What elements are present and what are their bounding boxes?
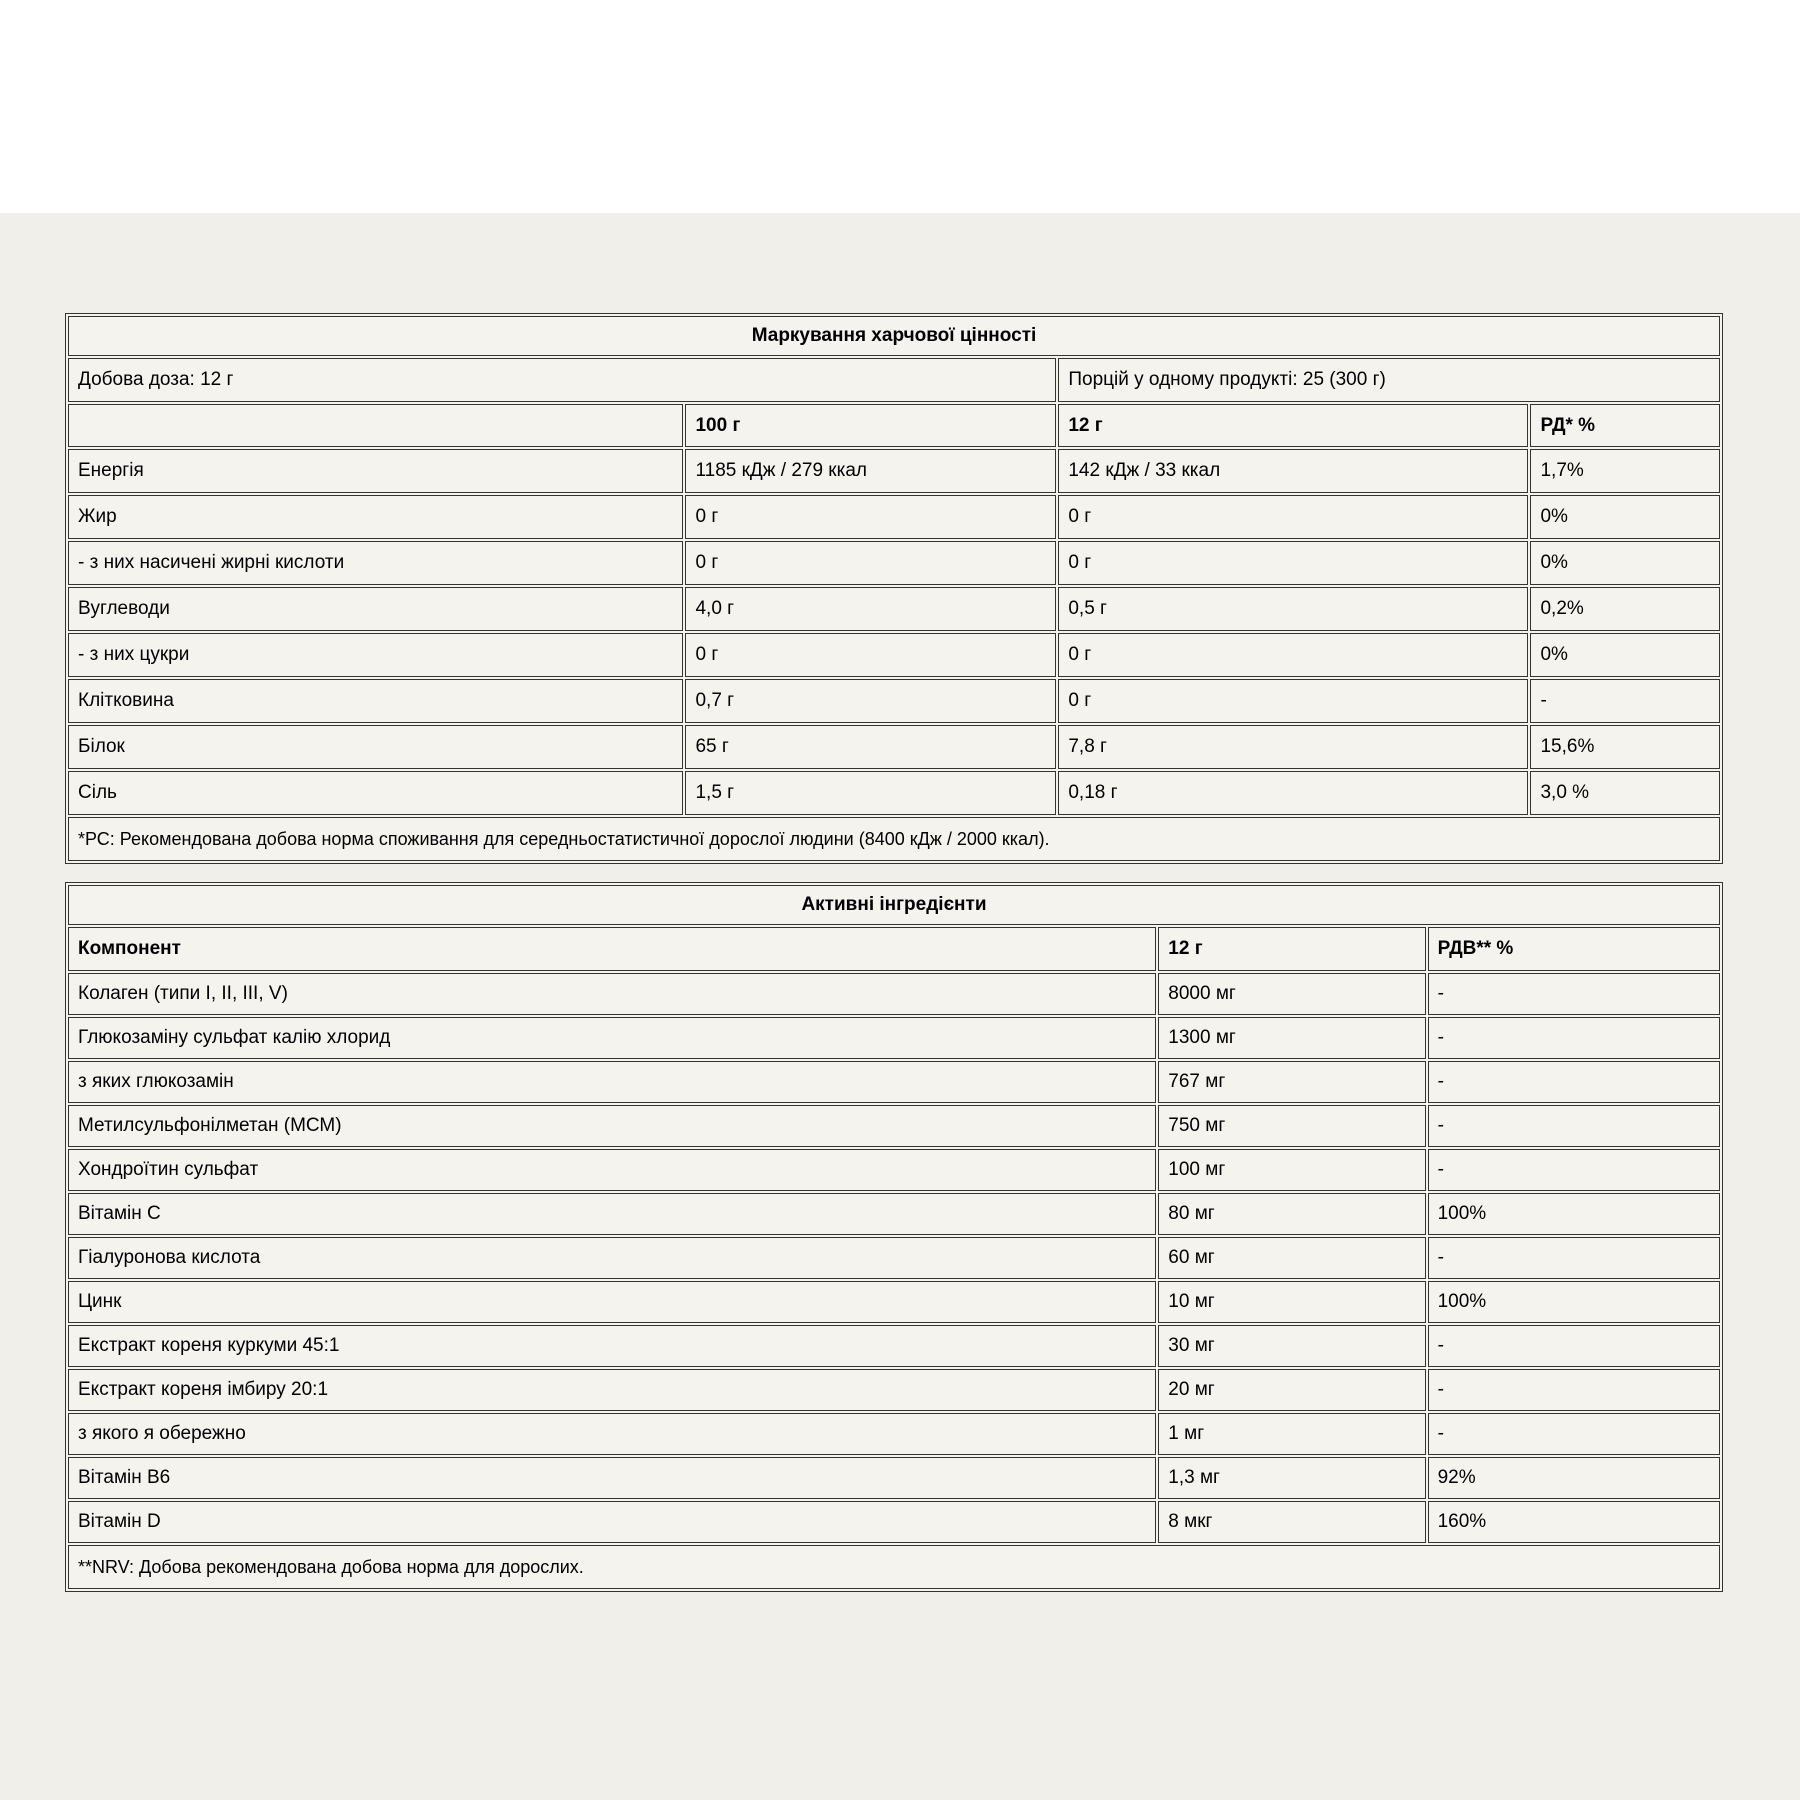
nutrition-header-row: [68, 404, 1720, 447]
col-header-per12: 12 г: [1058, 404, 1528, 447]
row-label: Колаген (типи I, II, III, V): [68, 973, 1156, 1015]
value-rdv: -: [1428, 1237, 1720, 1279]
table-row: [68, 1061, 1720, 1103]
ingredients-table-title: Активні інгредієнти: [68, 885, 1720, 925]
table-row: [68, 1017, 1720, 1059]
value-rd: -: [1530, 679, 1720, 723]
row-label: Жир: [68, 495, 683, 539]
table-row: [68, 1369, 1720, 1411]
table-row: [68, 1193, 1720, 1235]
value-per12: 8 мкг: [1158, 1501, 1425, 1543]
table-row: [68, 679, 1720, 723]
ingredients-header-row: [68, 927, 1720, 971]
empty-header-cell: [68, 404, 683, 447]
value-per12: 1,3 мг: [1158, 1457, 1425, 1499]
table-row: [68, 1281, 1720, 1323]
row-label: Вітамін D: [68, 1501, 1156, 1543]
dose-row: [68, 358, 1720, 402]
value-rd: 0%: [1530, 495, 1720, 539]
table-row: [68, 725, 1720, 769]
value-per12: 1300 мг: [1158, 1017, 1425, 1059]
row-label: Глюкозаміну сульфат калію хлорид: [68, 1017, 1156, 1059]
value-rd: 15,6%: [1530, 725, 1720, 769]
value-rd: 0%: [1530, 541, 1720, 585]
table-row: [68, 1325, 1720, 1367]
value-per12: 767 мг: [1158, 1061, 1425, 1103]
row-label: Гіалуронова кислота: [68, 1237, 1156, 1279]
value-rdv: -: [1428, 973, 1720, 1015]
value-per12: 1 мг: [1158, 1413, 1425, 1455]
value-per12: 0 г: [1058, 679, 1528, 723]
ingredients-table-title-row: [68, 885, 1720, 925]
table-row: [68, 449, 1720, 493]
table-row: [68, 587, 1720, 631]
value-per12: 8000 мг: [1158, 973, 1425, 1015]
nutrition-footnote: *РС: Рекомендована добова норма споживання для середньостатистичної дорослої людини (8400 кДж / 2000 ккал).: [68, 817, 1720, 861]
value-rdv: 100%: [1428, 1193, 1720, 1235]
table-row: [68, 1237, 1720, 1279]
value-per12: 0 г: [1058, 633, 1528, 677]
row-label: Метилсульфонілметан (МСМ): [68, 1105, 1156, 1147]
value-per100: 1,5 г: [685, 771, 1056, 815]
value-per12: 7,8 г: [1058, 725, 1528, 769]
table-row: [68, 1457, 1720, 1499]
nutrition-footnote-row: [68, 817, 1720, 861]
value-rd: 0,2%: [1530, 587, 1720, 631]
value-per100: 1185 кДж / 279 ккал: [685, 449, 1056, 493]
row-label: - з них насичені жирні кислоти: [68, 541, 683, 585]
col-header-component: Компонент: [68, 927, 1156, 971]
table-row: [68, 633, 1720, 677]
value-rdv: 100%: [1428, 1281, 1720, 1323]
value-rdv: 160%: [1428, 1501, 1720, 1543]
value-per12: 0,18 г: [1058, 771, 1528, 815]
row-label: Хондроїтин сульфат: [68, 1149, 1156, 1191]
value-per12: 10 мг: [1158, 1281, 1425, 1323]
nutrition-table: [65, 313, 1723, 864]
col-header-per100: 100 г: [685, 404, 1056, 447]
daily-dose-label: Добова доза: 12 г: [68, 358, 1056, 402]
table-row: [68, 541, 1720, 585]
value-rdv: -: [1428, 1325, 1720, 1367]
value-rd: 0%: [1530, 633, 1720, 677]
value-per100: 65 г: [685, 725, 1056, 769]
value-rdv: -: [1428, 1369, 1720, 1411]
value-per12: 80 мг: [1158, 1193, 1425, 1235]
value-per12: 100 мг: [1158, 1149, 1425, 1191]
row-label: Енергія: [68, 449, 683, 493]
value-rdv: -: [1428, 1105, 1720, 1147]
row-label: Вітамін B6: [68, 1457, 1156, 1499]
servings-label: Порцій у одному продукті: 25 (300 г): [1058, 358, 1720, 402]
table-row: [68, 1149, 1720, 1191]
row-label: Цинк: [68, 1281, 1156, 1323]
top-margin: [0, 0, 1800, 213]
nutrition-table-title: Маркування харчової цінності: [68, 316, 1720, 356]
value-rd: 1,7%: [1530, 449, 1720, 493]
value-per100: 0 г: [685, 633, 1056, 677]
value-per12: 0 г: [1058, 495, 1528, 539]
content-panel: [0, 213, 1800, 1800]
value-rdv: 92%: [1428, 1457, 1720, 1499]
value-rdv: -: [1428, 1061, 1720, 1103]
value-per12: 60 мг: [1158, 1237, 1425, 1279]
table-row: [68, 1413, 1720, 1455]
row-label: Екстракт кореня імбиру 20:1: [68, 1369, 1156, 1411]
col-header-per12: 12 г: [1158, 927, 1425, 971]
table-row: [68, 973, 1720, 1015]
value-per12: 20 мг: [1158, 1369, 1425, 1411]
value-rdv: -: [1428, 1017, 1720, 1059]
value-per100: 0,7 г: [685, 679, 1056, 723]
row-label: Вітамін C: [68, 1193, 1156, 1235]
row-label: з якого я обережно: [68, 1413, 1156, 1455]
row-label: Сіль: [68, 771, 683, 815]
value-rd: 3,0 %: [1530, 771, 1720, 815]
value-rdv: -: [1428, 1413, 1720, 1455]
value-per12: 30 мг: [1158, 1325, 1425, 1367]
row-label: Екстракт кореня куркуми 45:1: [68, 1325, 1156, 1367]
row-label: з яких глюкозамін: [68, 1061, 1156, 1103]
value-rdv: -: [1428, 1149, 1720, 1191]
value-per100: 0 г: [685, 541, 1056, 585]
value-per100: 0 г: [685, 495, 1056, 539]
row-label: Білок: [68, 725, 683, 769]
row-label: Клітковина: [68, 679, 683, 723]
table-row: [68, 495, 1720, 539]
table-row: [68, 1501, 1720, 1543]
table-row: [68, 771, 1720, 815]
value-per12: 0 г: [1058, 541, 1528, 585]
ingredients-table: [65, 882, 1723, 1592]
value-per12: 0,5 г: [1058, 587, 1528, 631]
nutrition-table-title-row: [68, 316, 1720, 356]
value-per100: 4,0 г: [685, 587, 1056, 631]
table-row: [68, 1105, 1720, 1147]
value-per12: 142 кДж / 33 ккал: [1058, 449, 1528, 493]
row-label: Вуглеводи: [68, 587, 683, 631]
col-header-rdv: РДВ** %: [1428, 927, 1720, 971]
ingredients-footnote: **NRV: Добова рекомендована добова норма для дорослих.: [68, 1545, 1720, 1589]
ingredients-footnote-row: [68, 1545, 1720, 1589]
row-label: - з них цукри: [68, 633, 683, 677]
col-header-rd: РД* %: [1530, 404, 1720, 447]
value-per12: 750 мг: [1158, 1105, 1425, 1147]
